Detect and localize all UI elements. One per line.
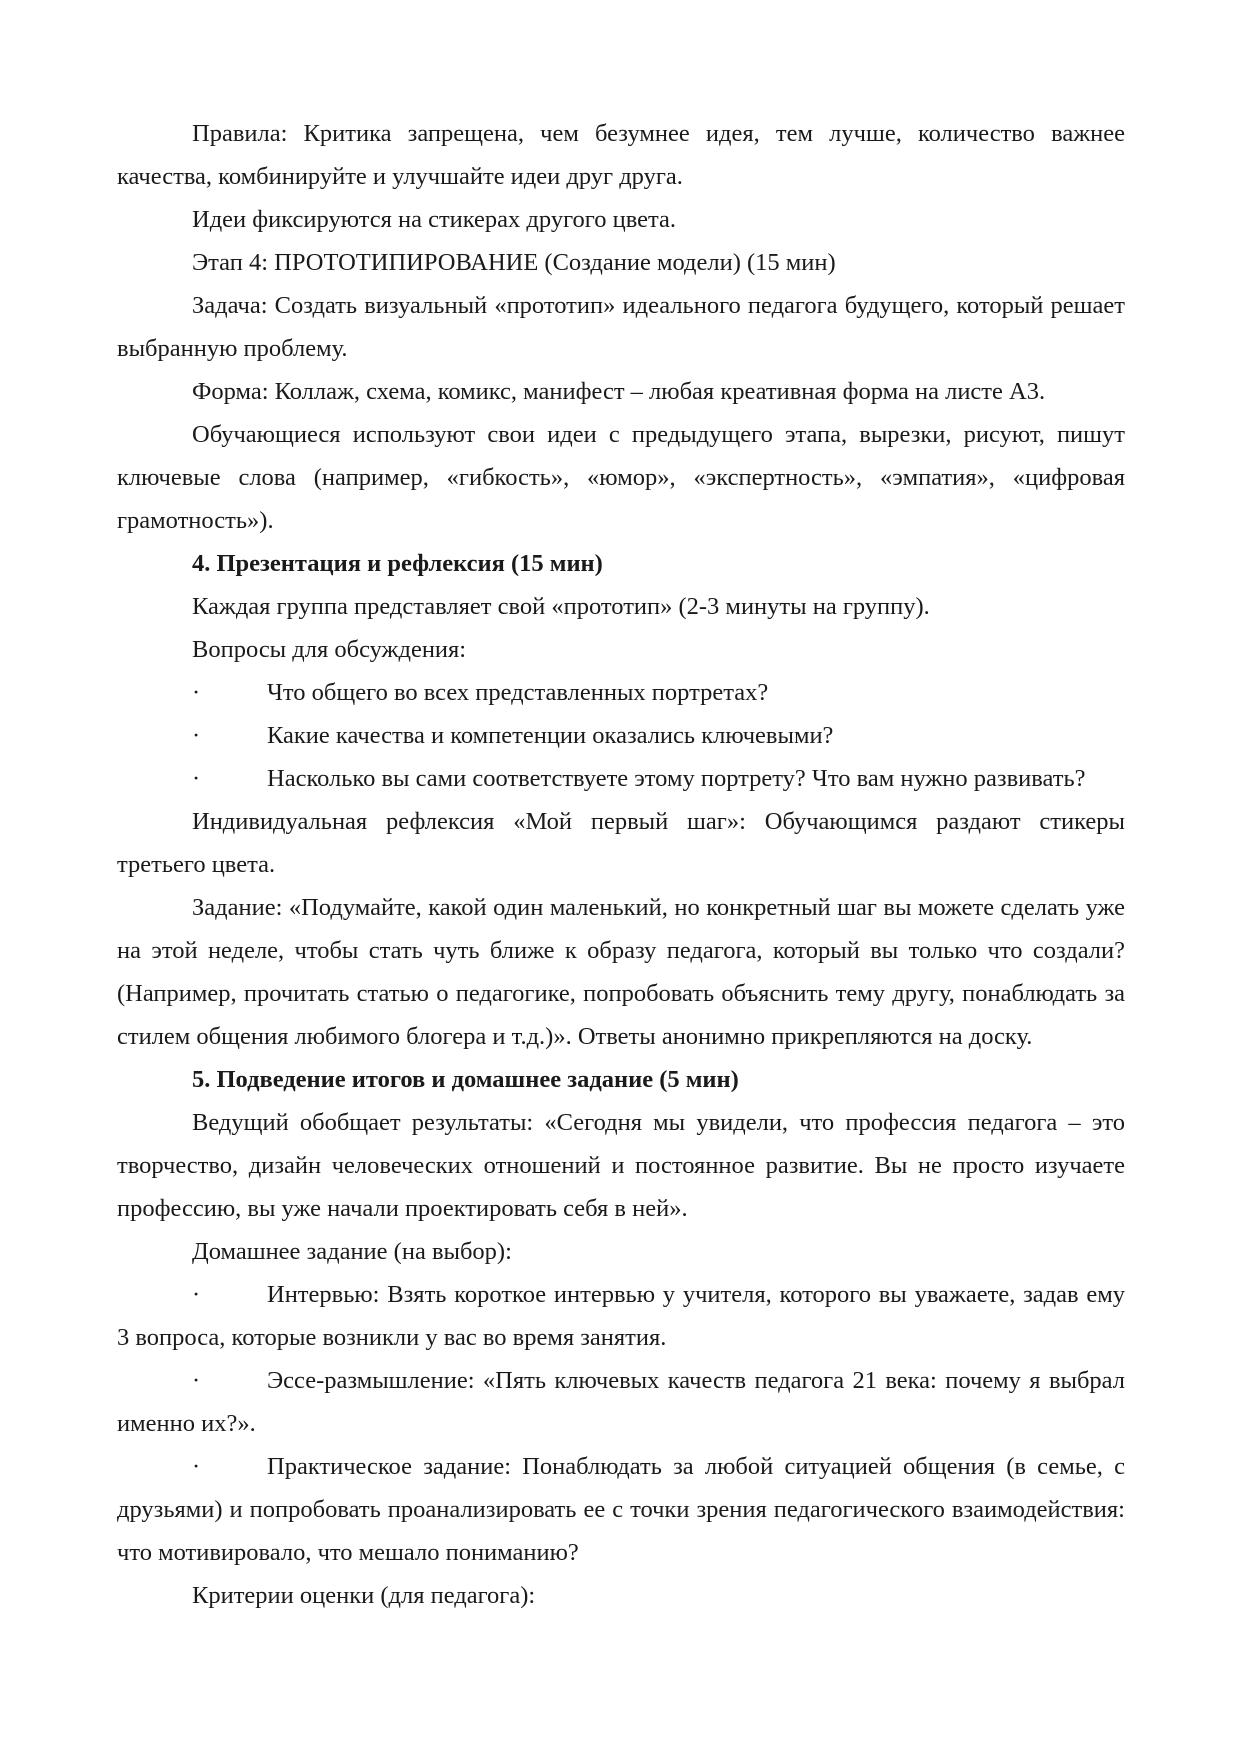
individual-reflection-paragraph: Индивидуальная рефлексия «Мой первый шаг»: Обучающимся раздают стикеры третьего цвета. — [117, 808, 1125, 878]
section-heading-5: 5. Подведение итогов и домашнее задание (5 мин) — [192, 1066, 739, 1093]
list-item — [117, 1359, 1125, 1445]
document-body — [117, 112, 1125, 1617]
list-item-text: Насколько вы сами соответствуете этому портрету? Что вам нужно развивать? — [267, 765, 1086, 792]
criteria-label: Критерии оценки (для педагога): — [192, 1582, 536, 1609]
list-item — [117, 1445, 1125, 1574]
ideas-fixed-paragraph: Идеи фиксируются на стикерах другого цвета. — [192, 206, 676, 233]
list-item-text: Практическое задание: Понаблюдать за любой ситуацией общения (в семье, с друзьями) и попробовать проанализировать ее с точки зрения педагогического взаимодействия: что мотивировало, что мешало пониманию? — [117, 1453, 1125, 1566]
list-item — [117, 714, 1125, 757]
bullet-dot: · — [192, 765, 201, 792]
list-item — [117, 671, 1125, 714]
list-item-text: Интервью: Взять короткое интервью у учителя, которого вы уважаете, задав ему 3 вопроса, которые возникли у вас во время занятия. — [117, 1281, 1125, 1351]
stage4-paragraph: Этап 4: ПРОТОТИПИРОВАНИЕ (Создание модели) (15 мин) — [192, 249, 836, 276]
summary-paragraph: Ведущий обобщает результаты: «Сегодня мы увидели, что профессия педагога – это творчество, дизайн человеческих отношений и постоянное развитие. Вы не просто изучаете профессию, вы уже начали проектировать себя в ней». — [117, 1109, 1125, 1222]
homework-label: Домашнее задание (на выбор): — [192, 1238, 512, 1265]
list-item — [117, 1273, 1125, 1359]
questions-label: Вопросы для обсуждения: — [192, 636, 467, 663]
bullet-dot: · — [192, 679, 201, 706]
list-item-text: Какие качества и компетенции оказались ключевыми? — [267, 722, 834, 749]
task-paragraph: Задача: Создать визуальный «прототип» идеального педагога будущего, который решает выбранную проблему. — [117, 292, 1125, 362]
section-heading-4: 4. Презентация и рефлексия (15 мин) — [192, 550, 603, 577]
assignment-paragraph: Задание: «Подумайте, какой один маленький, но конкретный шаг вы можете сделать уже на этой неделе, чтобы стать чуть ближе к образу педагога, который вы только что создали? (Например, прочитать статью о педагогике, попробовать объяснить тему другу, понаблюдать за стилем общения любимого блогера и т.д.)». Ответы анонимно прикрепляются на доску. — [117, 894, 1125, 1050]
bullet-dot: · — [192, 1367, 201, 1394]
form-paragraph: Форма: Коллаж, схема, комикс, манифест – любая креативная форма на листе А3. — [192, 378, 1046, 405]
rules-paragraph: Правила: Критика запрещена, чем безумнее идея, тем лучше, количество важнее качества, комбинируйте и улучшайте идеи друг друга. — [117, 120, 1125, 190]
list-item-text: Что общего во всех представленных портретах? — [267, 679, 769, 706]
bullet-dot: · — [192, 1281, 201, 1308]
list-item — [117, 757, 1125, 800]
list-item-text: Эссе-размышление: «Пять ключевых качеств педагога 21 века: почему я выбрал именно их?». — [117, 1367, 1125, 1437]
each-group-paragraph: Каждая группа представляет свой «прототип» (2-3 минуты на группу). — [192, 593, 930, 620]
bullet-dot: · — [192, 722, 201, 749]
students-use-paragraph: Обучающиеся используют свои идеи с предыдущего этапа, вырезки, рисуют, пишут ключевые слова (например, «гибкость», «юмор», «экспертность», «эмпатия», «цифровая грамотность»). — [117, 421, 1125, 534]
bullet-dot: · — [192, 1453, 201, 1480]
